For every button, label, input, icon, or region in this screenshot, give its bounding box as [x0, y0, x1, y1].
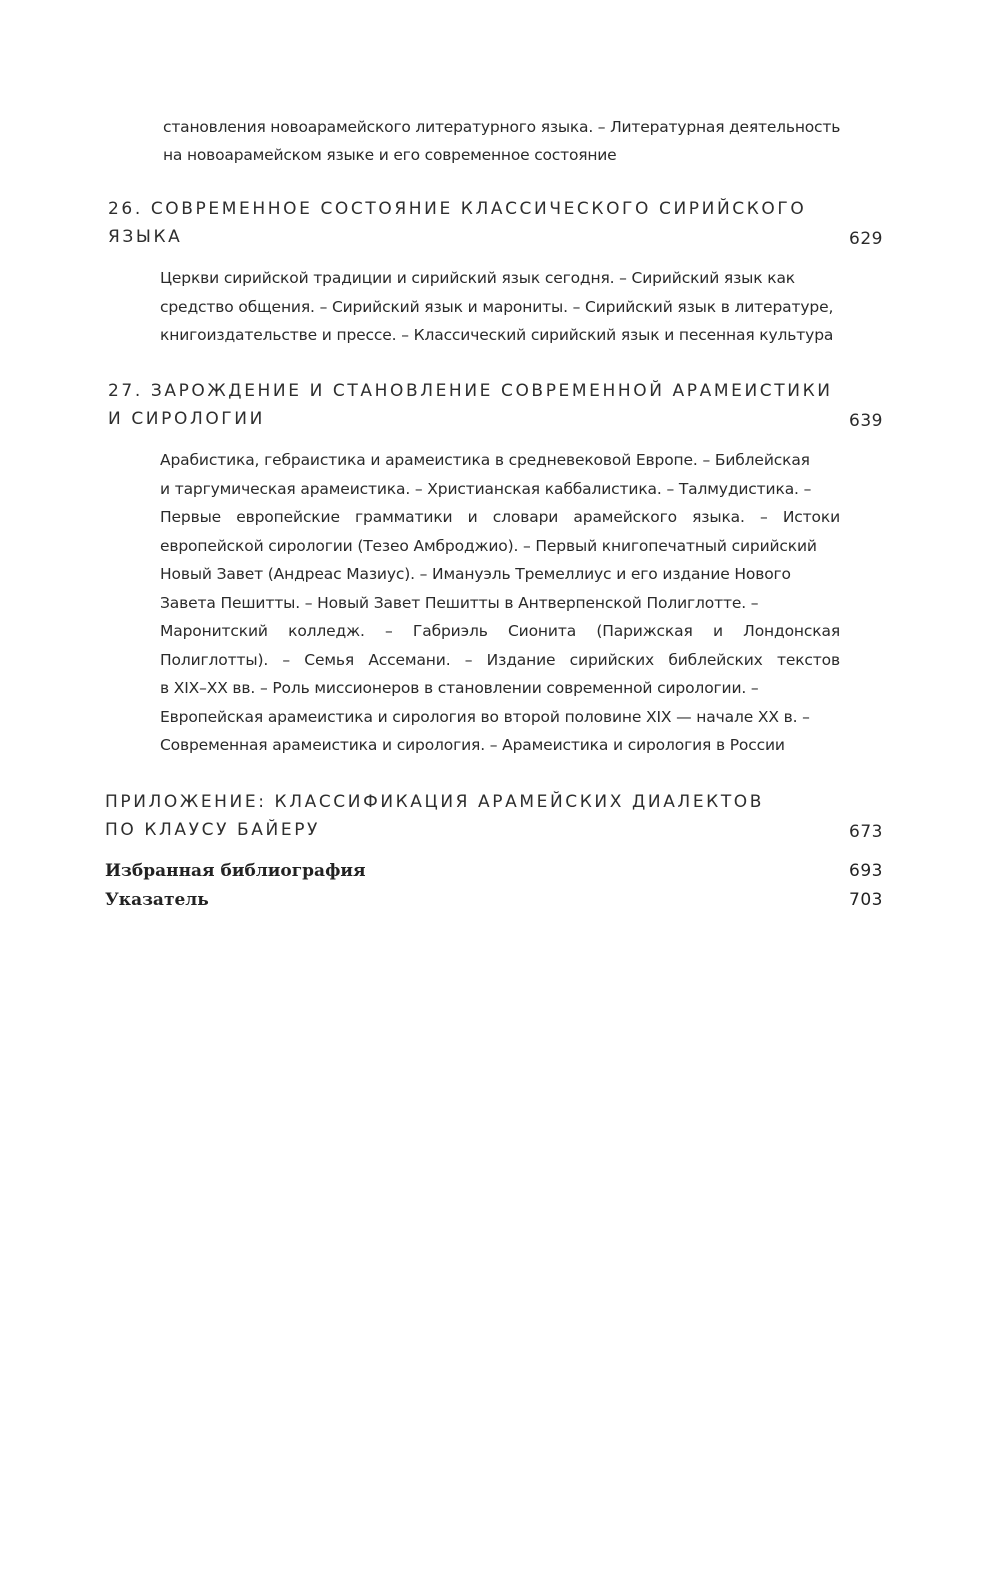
description-line: Европейская арамеистика и сирология во второй половине XIX — начале XX в. – [160, 707, 810, 726]
description-line: в XIX–XX вв. – Роль миссионеров в становлении современной сирологии. – [160, 679, 759, 697]
toc-entry-page-number: 673 [849, 822, 883, 842]
description-line: книгоиздательстве и прессе. – Классический сирийский язык и песенная культура [160, 326, 834, 344]
continuation-line: на новоарамейском языке и его современное состояние [163, 146, 617, 164]
description-line: и таргумическая арамеистика. – Христианская каббалистика. – Талмудистика. – [160, 479, 812, 498]
description-line: европейской сирологии (Тезео Амброджио). – Первый книгопечатный сирийский [160, 536, 817, 555]
toc-entry-26[interactable] [108, 195, 883, 350]
description-line: средство общения. – Сирийский язык и марониты. – Сирийский язык в литературе, [160, 297, 834, 316]
description-line: Церкви сирийской традиции и сирийский язык сегодня. – Сирийский язык как [160, 269, 796, 287]
toc-entry-page-number: 703 [849, 890, 883, 910]
toc-entry-label: Указатель [105, 890, 209, 910]
toc-entry-bibliography[interactable] [105, 857, 883, 885]
toc-entry-description [160, 264, 840, 350]
toc-entry-title-line: ЯЗЫКА [108, 227, 183, 247]
toc-entry-title [108, 195, 883, 251]
toc-entry-title [108, 377, 883, 433]
description-line: Завета Пешитты. – Новый Завет Пешитты в Антверпенской Полиглотте. – [160, 593, 759, 612]
toc-entry-page-number: 639 [849, 411, 883, 431]
toc-entry-title-line: И СИРОЛОГИИ [108, 409, 265, 429]
toc-entry-description [160, 446, 840, 760]
toc-entry-index[interactable] [105, 886, 883, 914]
toc-entry-title-line: 27. ЗАРОЖДЕНИЕ И СТАНОВЛЕНИЕ СОВРЕМЕННОЙ АРАМЕИСТИКИ [108, 381, 833, 401]
continuation-line: становления новоарамейского литературного языка. – Литературная деятельность [163, 118, 841, 136]
toc-entry-title [105, 788, 883, 844]
toc-entry-title-line: ПРИЛОЖЕНИЕ: КЛАССИФИКАЦИЯ АРАМЕЙСКИХ ДИАЛЕКТОВ [105, 792, 765, 812]
toc-entry-label: Избранная библиография [105, 861, 366, 881]
description-line: Полиглотты). – Семья Ассемани. – Издание сирийских библейских текстов [160, 650, 840, 669]
description-line: Современная арамеистика и сирология. – Арамеистика и сирология в России [160, 736, 785, 754]
toc-entry-27[interactable] [108, 377, 883, 760]
toc-continuation-text [163, 113, 843, 169]
toc-entry-title-line: 26. СОВРЕМЕННОЕ СОСТОЯНИЕ КЛАССИЧЕСКОГО СИРИЙСКОГО [108, 199, 807, 219]
description-line: Арабистика, гебраистика и арамеистика в средневековой Европе. – Библейская [160, 451, 810, 469]
toc-entry-appendix[interactable] [105, 788, 883, 844]
description-line: Первые европейские грамматики и словари арамейского языка. – Истоки [160, 508, 840, 526]
toc-entry-page-number: 629 [849, 229, 883, 249]
toc-entry-title-line: ПО КЛАУСУ БАЙЕРУ [105, 820, 321, 840]
description-line: Маронитский колледж. – Габриэль Сионита (Парижская и Лондонская [160, 622, 840, 640]
toc-entry-page-number: 693 [849, 861, 883, 881]
description-line: Новый Завет (Андреас Мазиус). – Имануэль Тремеллиус и его издание Нового [160, 565, 791, 583]
